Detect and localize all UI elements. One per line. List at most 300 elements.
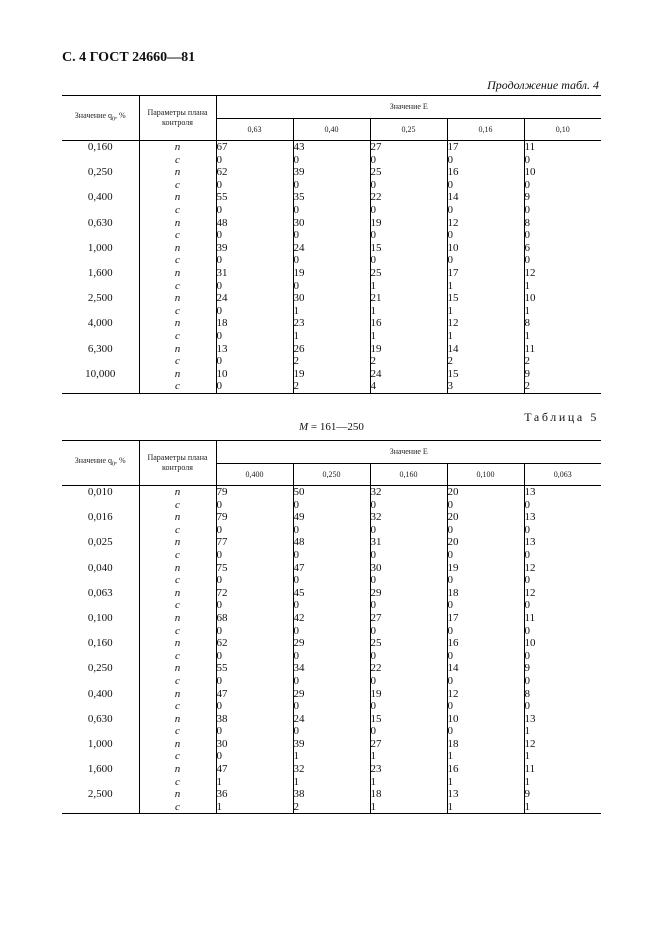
- table-row: [62, 217, 601, 230]
- value-cell: 9: [524, 662, 530, 675]
- table-4: [62, 95, 601, 394]
- value-cell: 1: [447, 776, 524, 789]
- param-symbol-cell: c: [139, 599, 216, 612]
- table-row: [62, 343, 601, 356]
- value-cell: 0: [293, 524, 370, 537]
- value-cell: 0: [447, 229, 524, 242]
- param-symbol-cell: n: [139, 317, 216, 330]
- value-cell: 55: [216, 662, 293, 675]
- value-cell: 0: [216, 574, 293, 587]
- value-cell: 20: [447, 486, 524, 499]
- q0-value-cell: 0,100: [62, 612, 139, 625]
- value-cell: 2: [293, 801, 370, 814]
- table5-caption: Таблица 5: [524, 410, 599, 424]
- q0-value-cell: [62, 599, 139, 612]
- value-cell: 12: [524, 586, 536, 599]
- value-cell: 3: [447, 380, 524, 393]
- value-cell: 0: [293, 574, 370, 587]
- value-cell: 0: [216, 549, 293, 562]
- value-cell: 0: [216, 625, 293, 638]
- value-cell: 0: [216, 650, 293, 663]
- value-cell: 30: [293, 217, 370, 230]
- value-cell: 0: [447, 524, 524, 537]
- table-row: [62, 305, 601, 318]
- value-cell: 38: [293, 788, 370, 801]
- value-cell: 1: [524, 750, 530, 763]
- value-cell: 0: [370, 524, 447, 537]
- param-symbol-cell: c: [139, 700, 216, 713]
- table-row: [62, 662, 601, 675]
- table-row: [62, 191, 601, 204]
- value-cell: 10: [524, 166, 536, 179]
- header-e-value: 0,250: [293, 464, 370, 486]
- table-row: [62, 486, 601, 499]
- q0-value-cell: [62, 499, 139, 512]
- value-cell: 0: [216, 179, 293, 192]
- value-cell: 16: [447, 166, 524, 179]
- value-cell: 79: [216, 511, 293, 524]
- value-cell: 24: [216, 292, 293, 305]
- q0-value-cell: 6,300: [62, 343, 139, 356]
- value-cell: 1: [216, 776, 293, 789]
- header-e-value: 0,10: [524, 119, 601, 141]
- q0-value-cell: [62, 380, 139, 393]
- value-cell: 0: [293, 154, 370, 167]
- value-cell: 12: [524, 266, 536, 279]
- value-cell: 1: [370, 280, 447, 293]
- value-cell: 39: [293, 166, 370, 179]
- param-symbol-cell: c: [139, 355, 216, 368]
- param-symbol-cell: n: [139, 637, 216, 650]
- value-cell: 2: [447, 355, 524, 368]
- q0-value-cell: 1,000: [62, 242, 139, 255]
- value-cell: 10: [447, 242, 524, 255]
- param-symbol-cell: c: [139, 625, 216, 638]
- table-row: [62, 317, 601, 330]
- param-symbol-cell: n: [139, 536, 216, 549]
- param-symbol-cell: n: [139, 242, 216, 255]
- table5-range: M = 161—250: [299, 421, 364, 433]
- header-e-value: 0,63: [216, 119, 293, 141]
- table-row: [62, 599, 601, 612]
- value-cell: 0: [447, 154, 524, 167]
- table-row: [62, 511, 601, 524]
- q0-value-cell: [62, 574, 139, 587]
- value-cell: 26: [293, 343, 370, 356]
- value-cell: 0: [370, 154, 447, 167]
- value-cell: 24: [293, 242, 370, 255]
- param-symbol-cell: n: [139, 217, 216, 230]
- value-cell: 14: [447, 343, 524, 356]
- value-cell: 19: [370, 217, 447, 230]
- value-cell: 1: [524, 329, 530, 342]
- table-row: [62, 141, 601, 154]
- table-row: [62, 355, 601, 368]
- value-cell: 9: [524, 367, 530, 380]
- value-cell: 19: [293, 267, 370, 280]
- param-symbol-cell: c: [139, 524, 216, 537]
- table-row: [62, 179, 601, 192]
- table-row: [62, 713, 601, 726]
- value-cell: 12: [447, 317, 524, 330]
- param-symbol-cell: n: [139, 662, 216, 675]
- value-cell: 0: [293, 280, 370, 293]
- value-cell: 0: [293, 549, 370, 562]
- value-cell: 2: [293, 355, 370, 368]
- value-cell: 0: [524, 674, 530, 687]
- header-params: Параметры плана контроля: [139, 96, 216, 141]
- param-symbol-cell: c: [139, 280, 216, 293]
- q0-value-cell: [62, 750, 139, 763]
- value-cell: 1: [293, 750, 370, 763]
- value-cell: 1: [524, 304, 530, 317]
- value-cell: 32: [293, 763, 370, 776]
- value-cell: 0: [524, 203, 530, 216]
- value-cell: 13: [524, 712, 536, 725]
- value-cell: 13: [524, 511, 536, 524]
- table-row: [62, 725, 601, 738]
- value-cell: 0: [293, 650, 370, 663]
- table-row: [62, 562, 601, 575]
- value-cell: 29: [370, 587, 447, 600]
- value-cell: 0: [216, 750, 293, 763]
- header-e-value: 0,400: [216, 464, 293, 486]
- table-row: [62, 229, 601, 242]
- header-e-value: 0,063: [524, 464, 601, 486]
- value-cell: 15: [370, 242, 447, 255]
- value-cell: 22: [370, 662, 447, 675]
- q0-value-cell: 0,010: [62, 486, 139, 499]
- value-cell: 0: [524, 700, 530, 713]
- q0-value-cell: 10,000: [62, 368, 139, 381]
- param-symbol-cell: n: [139, 562, 216, 575]
- value-cell: 12: [524, 561, 536, 574]
- table-row: [62, 154, 601, 167]
- param-symbol-cell: c: [139, 725, 216, 738]
- table-row: [62, 776, 601, 789]
- value-cell: 0: [216, 254, 293, 267]
- header-e-value: 0,25: [370, 119, 447, 141]
- value-cell: 31: [216, 267, 293, 280]
- value-cell: 30: [216, 738, 293, 751]
- param-symbol-cell: c: [139, 675, 216, 688]
- value-cell: 0: [293, 229, 370, 242]
- value-cell: 62: [216, 166, 293, 179]
- table4-caption: Продолжение табл. 4: [487, 78, 599, 92]
- table-row: [62, 380, 601, 393]
- value-cell: 16: [447, 637, 524, 650]
- value-cell: 0: [293, 625, 370, 638]
- param-symbol-cell: n: [139, 166, 216, 179]
- param-symbol-cell: n: [139, 486, 216, 499]
- value-cell: 67: [216, 141, 293, 154]
- value-cell: 0: [293, 725, 370, 738]
- q0-value-cell: 0,040: [62, 562, 139, 575]
- value-cell: 0: [370, 625, 447, 638]
- value-cell: 22: [370, 191, 447, 204]
- value-cell: 0: [370, 599, 447, 612]
- value-cell: 0: [370, 254, 447, 267]
- value-cell: 21: [370, 292, 447, 305]
- param-symbol-cell: c: [139, 574, 216, 587]
- q0-value-cell: [62, 801, 139, 814]
- q0-value-cell: [62, 355, 139, 368]
- value-cell: 0: [524, 548, 530, 561]
- value-cell: 34: [293, 662, 370, 675]
- header-e-value: 0,160: [370, 464, 447, 486]
- value-cell: 0: [370, 700, 447, 713]
- table-row: [62, 330, 601, 343]
- value-cell: 11: [524, 763, 536, 776]
- table-row: [62, 524, 601, 537]
- q0-value-cell: 0,630: [62, 217, 139, 230]
- value-cell: 1: [293, 776, 370, 789]
- q0-value-cell: [62, 254, 139, 267]
- value-cell: 24: [370, 368, 447, 381]
- q0-value-cell: 0,250: [62, 166, 139, 179]
- value-cell: 6: [524, 241, 530, 254]
- value-cell: 48: [216, 217, 293, 230]
- value-cell: 36: [216, 788, 293, 801]
- value-cell: 72: [216, 587, 293, 600]
- param-symbol-cell: n: [139, 763, 216, 776]
- value-cell: 16: [447, 763, 524, 776]
- value-cell: 12: [447, 217, 524, 230]
- value-cell: 1: [370, 750, 447, 763]
- value-cell: 1: [370, 801, 447, 814]
- value-cell: 25: [370, 637, 447, 650]
- value-cell: 13: [216, 343, 293, 356]
- value-cell: 1: [524, 725, 530, 738]
- value-cell: 0: [216, 330, 293, 343]
- q0-value-cell: [62, 549, 139, 562]
- value-cell: 0: [216, 599, 293, 612]
- q0-value-cell: 0,250: [62, 662, 139, 675]
- param-symbol-cell: n: [139, 713, 216, 726]
- q0-value-cell: 1,000: [62, 738, 139, 751]
- value-cell: 50: [293, 486, 370, 499]
- value-cell: 0: [524, 498, 530, 511]
- value-cell: 77: [216, 536, 293, 549]
- q0-value-cell: [62, 229, 139, 242]
- table-row: [62, 254, 601, 267]
- value-cell: 39: [216, 242, 293, 255]
- value-cell: 0: [524, 574, 530, 587]
- value-cell: 14: [447, 191, 524, 204]
- param-symbol-cell: n: [139, 292, 216, 305]
- value-cell: 0: [524, 624, 530, 637]
- value-cell: 13: [524, 536, 536, 549]
- param-symbol-cell: c: [139, 305, 216, 318]
- q0-value-cell: [62, 700, 139, 713]
- param-symbol-cell: n: [139, 738, 216, 751]
- q0-value-cell: [62, 625, 139, 638]
- value-cell: 1: [370, 776, 447, 789]
- value-cell: 0: [216, 380, 293, 393]
- value-cell: 1: [293, 305, 370, 318]
- q0-value-cell: 0,400: [62, 688, 139, 701]
- param-symbol-cell: c: [139, 380, 216, 393]
- header-e-value: 0,40: [293, 119, 370, 141]
- value-cell: 32: [370, 486, 447, 499]
- table-row: [62, 549, 601, 562]
- table-row: [62, 700, 601, 713]
- value-cell: 0: [293, 204, 370, 217]
- value-cell: 18: [447, 738, 524, 751]
- value-cell: 0: [216, 229, 293, 242]
- value-cell: 1: [216, 801, 293, 814]
- q0-value-cell: 0,160: [62, 141, 139, 154]
- header-e-title: Значение E: [216, 96, 601, 119]
- value-cell: 43: [293, 141, 370, 154]
- value-cell: 10: [524, 637, 536, 650]
- value-cell: 47: [216, 688, 293, 701]
- value-cell: 1: [447, 801, 524, 814]
- table-row: [62, 368, 601, 381]
- value-cell: 13: [524, 486, 536, 498]
- value-cell: 0: [293, 254, 370, 267]
- q0-value-cell: [62, 154, 139, 167]
- param-symbol-cell: n: [139, 688, 216, 701]
- param-symbol-cell: c: [139, 650, 216, 663]
- q0-value-cell: 0,063: [62, 587, 139, 600]
- value-cell: 20: [447, 536, 524, 549]
- value-cell: 25: [370, 166, 447, 179]
- table-row: [62, 788, 601, 801]
- value-cell: 0: [216, 280, 293, 293]
- q0-value-cell: 0,630: [62, 713, 139, 726]
- table-row: [62, 536, 601, 549]
- q0-value-cell: [62, 330, 139, 343]
- value-cell: 15: [370, 713, 447, 726]
- value-cell: 4: [370, 380, 447, 393]
- value-cell: 20: [447, 511, 524, 524]
- value-cell: 48: [293, 536, 370, 549]
- value-cell: 16: [370, 317, 447, 330]
- value-cell: 1: [524, 279, 530, 292]
- param-symbol-cell: n: [139, 191, 216, 204]
- value-cell: 12: [447, 688, 524, 701]
- value-cell: 27: [370, 612, 447, 625]
- table-row: [62, 242, 601, 255]
- value-cell: 12: [524, 737, 536, 750]
- q0-value-cell: 2,500: [62, 292, 139, 305]
- value-cell: 0: [293, 675, 370, 688]
- value-cell: 9: [524, 191, 530, 204]
- value-cell: 0: [447, 700, 524, 713]
- param-symbol-cell: n: [139, 343, 216, 356]
- table-row: [62, 763, 601, 776]
- value-cell: 0: [216, 355, 293, 368]
- value-cell: 0: [447, 179, 524, 192]
- table-row: [62, 750, 601, 763]
- table-row: [62, 688, 601, 701]
- value-cell: 0: [216, 700, 293, 713]
- table-row: [62, 280, 601, 293]
- q0-value-cell: [62, 776, 139, 789]
- param-symbol-cell: c: [139, 801, 216, 814]
- value-cell: 23: [370, 763, 447, 776]
- q0-value-cell: [62, 179, 139, 192]
- header-q0: Значение $q_0$, %: [62, 441, 139, 486]
- value-cell: 30: [370, 562, 447, 575]
- value-cell: 27: [370, 738, 447, 751]
- value-cell: 45: [293, 587, 370, 600]
- q0-value-cell: 1,600: [62, 267, 139, 280]
- param-symbol-cell: c: [139, 204, 216, 217]
- header-e-title: Значение E: [216, 441, 601, 464]
- value-cell: 19: [370, 343, 447, 356]
- q0-value-cell: [62, 524, 139, 537]
- table-row: [62, 612, 601, 625]
- value-cell: 1: [447, 750, 524, 763]
- value-cell: 0: [216, 154, 293, 167]
- header-params: Параметры плана контроля: [139, 441, 216, 486]
- value-cell: 32: [370, 511, 447, 524]
- value-cell: 0: [370, 549, 447, 562]
- value-cell: 1: [370, 330, 447, 343]
- value-cell: 0: [524, 229, 530, 242]
- q0-value-cell: 0,025: [62, 536, 139, 549]
- value-cell: 9: [524, 788, 530, 801]
- value-cell: 23: [293, 317, 370, 330]
- value-cell: 0: [293, 599, 370, 612]
- header-e-value: 0,16: [447, 119, 524, 141]
- value-cell: 18: [216, 317, 293, 330]
- value-cell: 18: [447, 587, 524, 600]
- value-cell: 11: [524, 611, 536, 624]
- param-symbol-cell: c: [139, 750, 216, 763]
- q0-value-cell: [62, 675, 139, 688]
- param-symbol-cell: n: [139, 587, 216, 600]
- value-cell: 11: [524, 141, 536, 153]
- value-cell: 11: [524, 342, 536, 355]
- value-cell: 68: [216, 612, 293, 625]
- value-cell: 1: [447, 305, 524, 318]
- value-cell: 2: [370, 355, 447, 368]
- q0-value-cell: 4,000: [62, 317, 139, 330]
- value-cell: 1: [370, 305, 447, 318]
- param-symbol-cell: n: [139, 788, 216, 801]
- value-cell: 0: [447, 725, 524, 738]
- value-cell: 42: [293, 612, 370, 625]
- param-symbol-cell: n: [139, 612, 216, 625]
- value-cell: 0: [293, 499, 370, 512]
- value-cell: 0: [293, 179, 370, 192]
- header-e-value: 0,100: [447, 464, 524, 486]
- value-cell: 0: [370, 179, 447, 192]
- value-cell: 10: [524, 292, 536, 305]
- param-symbol-cell: c: [139, 330, 216, 343]
- value-cell: 14: [447, 662, 524, 675]
- value-cell: 17: [447, 141, 524, 154]
- value-cell: 0: [370, 499, 447, 512]
- table-row: [62, 650, 601, 663]
- param-symbol-cell: c: [139, 229, 216, 242]
- table-row: [62, 625, 601, 638]
- table-row: [62, 267, 601, 280]
- q0-value-cell: [62, 204, 139, 217]
- value-cell: 0: [370, 725, 447, 738]
- param-symbol-cell: n: [139, 141, 216, 154]
- value-cell: 2: [524, 380, 601, 393]
- value-cell: 0: [293, 700, 370, 713]
- value-cell: 0: [216, 725, 293, 738]
- value-cell: 1: [447, 280, 524, 293]
- value-cell: 19: [447, 562, 524, 575]
- value-cell: 0: [370, 574, 447, 587]
- q0-value-cell: 0,160: [62, 637, 139, 650]
